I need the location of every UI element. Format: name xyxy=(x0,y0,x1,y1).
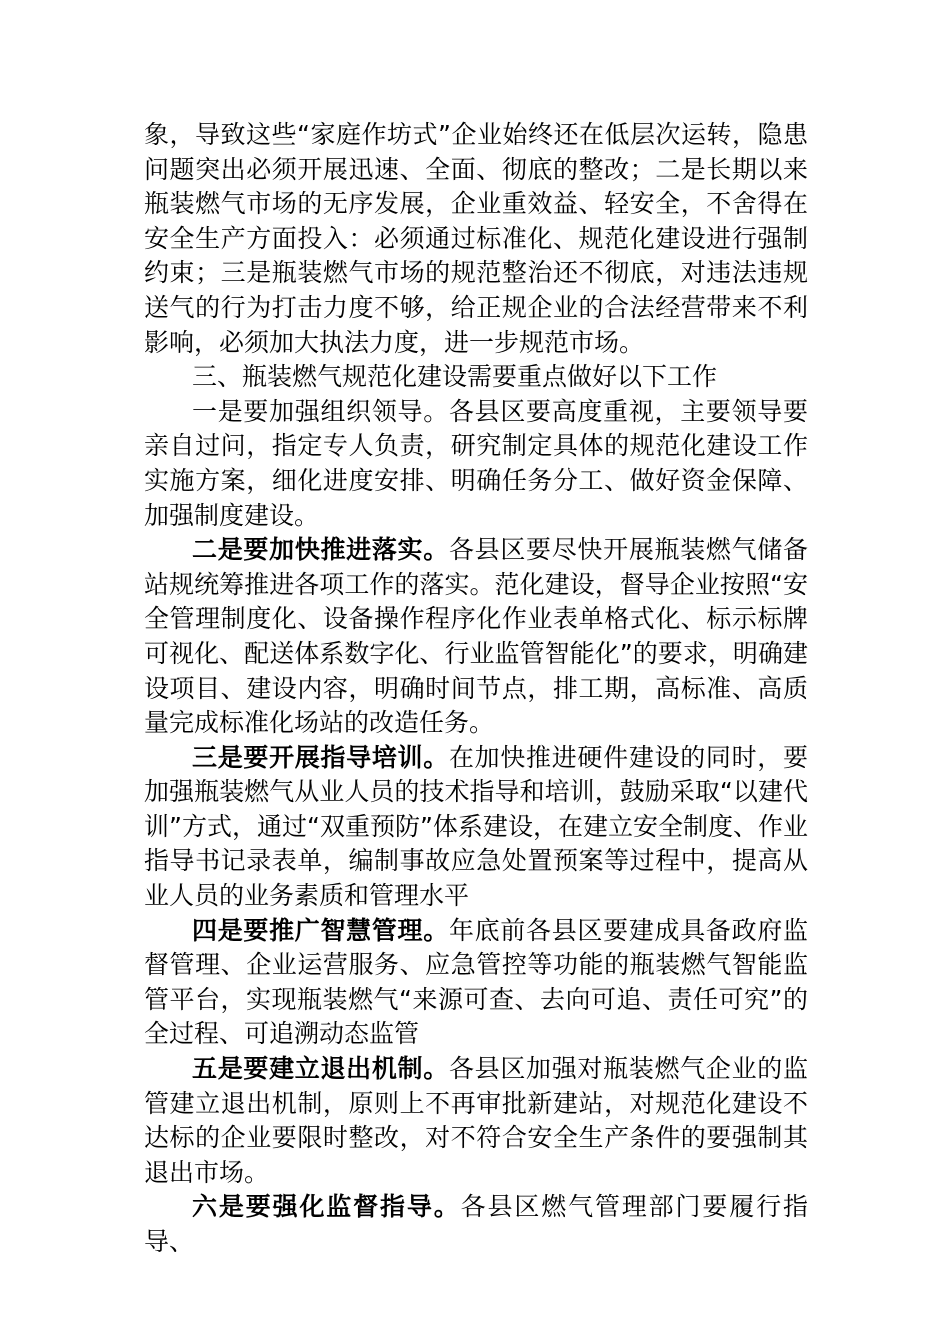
paragraph-text: 各县区加强对瓶装燃气企业的监管建立退出机制，原则上不再审批新建站，对规范化建设不达标的企业要限时整改，对不符合安全生产条件的要强制其退出市场。 xyxy=(144,1054,808,1187)
document-body xyxy=(144,118,808,1260)
paragraph-lead: 四是要推广智慧管理。 xyxy=(192,915,449,945)
paragraph-training xyxy=(144,741,808,914)
paragraph-text: 各县区燃气管理部门要履行指导、 xyxy=(144,1192,808,1256)
section-heading-key-work xyxy=(144,360,808,395)
paragraph-text: 年底前各县区要建成具备政府监督管理、企业运营服务、应急管控等功能的瓶装燃气智能监管平台，实现瓶装燃气“来源可查、去向可追、责任可究”的全过程、可追溯动态监管 xyxy=(144,915,808,1049)
paragraph-lead: 六是要强化监督指导。 xyxy=(192,1192,461,1222)
paragraph-cause-analysis xyxy=(144,118,808,360)
paragraph-organization-leadership xyxy=(144,395,808,533)
paragraph-lead: 二是要加快推进落实。 xyxy=(192,535,449,565)
paragraph-lead: 三是要开展指导培训。 xyxy=(192,742,449,772)
paragraph-smart-management xyxy=(144,914,808,1052)
paragraph-implementation xyxy=(144,533,808,741)
paragraph-exit-mechanism xyxy=(144,1052,808,1190)
paragraph-text: 在加快推进硬件建设的同时，要加强瓶装燃气从业人员的技术指导和培训，鼓励采取“以建代训”方式，通过“双重预防”体系建设，在建立安全制度、作业指导书记录表单，编制事故应急处置预案等过程中，提高从业人员的业务素质和管理水平 xyxy=(144,742,808,911)
paragraph-supervision xyxy=(144,1190,808,1259)
paragraph-lead: 五是要建立退出机制。 xyxy=(192,1054,449,1084)
paragraph-text: 各县区要尽快开展瓶装燃气储备站规统筹推进各项工作的落实。范化建设，督导企业按照“安全管理制度化、设备操作程序化作业表单格式化、标示标牌可视化、配送体系数字化、行业监管智能化”的要求，明确建设项目、建设内容，明确时间节点，排工期，高标准、高质量完成标准化场站的改造任务。 xyxy=(144,535,808,738)
section-heading-text: 三、瓶装燃气规范化建设需要重点做好以下工作 xyxy=(192,362,718,392)
paragraph-text: 一是要加强组织领导。各县区要高度重视，主要领导要亲自过问，指定专人负责，研究制定具体的规范化建设工作实施方案，细化进度安排、明确任务分工、做好资金保障、加强制度建设。 xyxy=(144,396,808,530)
paragraph-text: 象，导致这些“家庭作坊式”企业始终还在低层次运转，隐患问题突出必须开展迅速、全面、彻底的整改；二是长期以来瓶装燃气市场的无序发展，企业重效益、轻安全，不舍得在安全生产方面投入：必须通过标准化、规范化建设进行强制约束；三是瓶装燃气市场的规范整治还不彻底，对违法违规送气的行为打击力度不够，给正规企业的合法经营带来不利影响，必须加大执法力度，进一步规范市场。 xyxy=(144,120,808,357)
